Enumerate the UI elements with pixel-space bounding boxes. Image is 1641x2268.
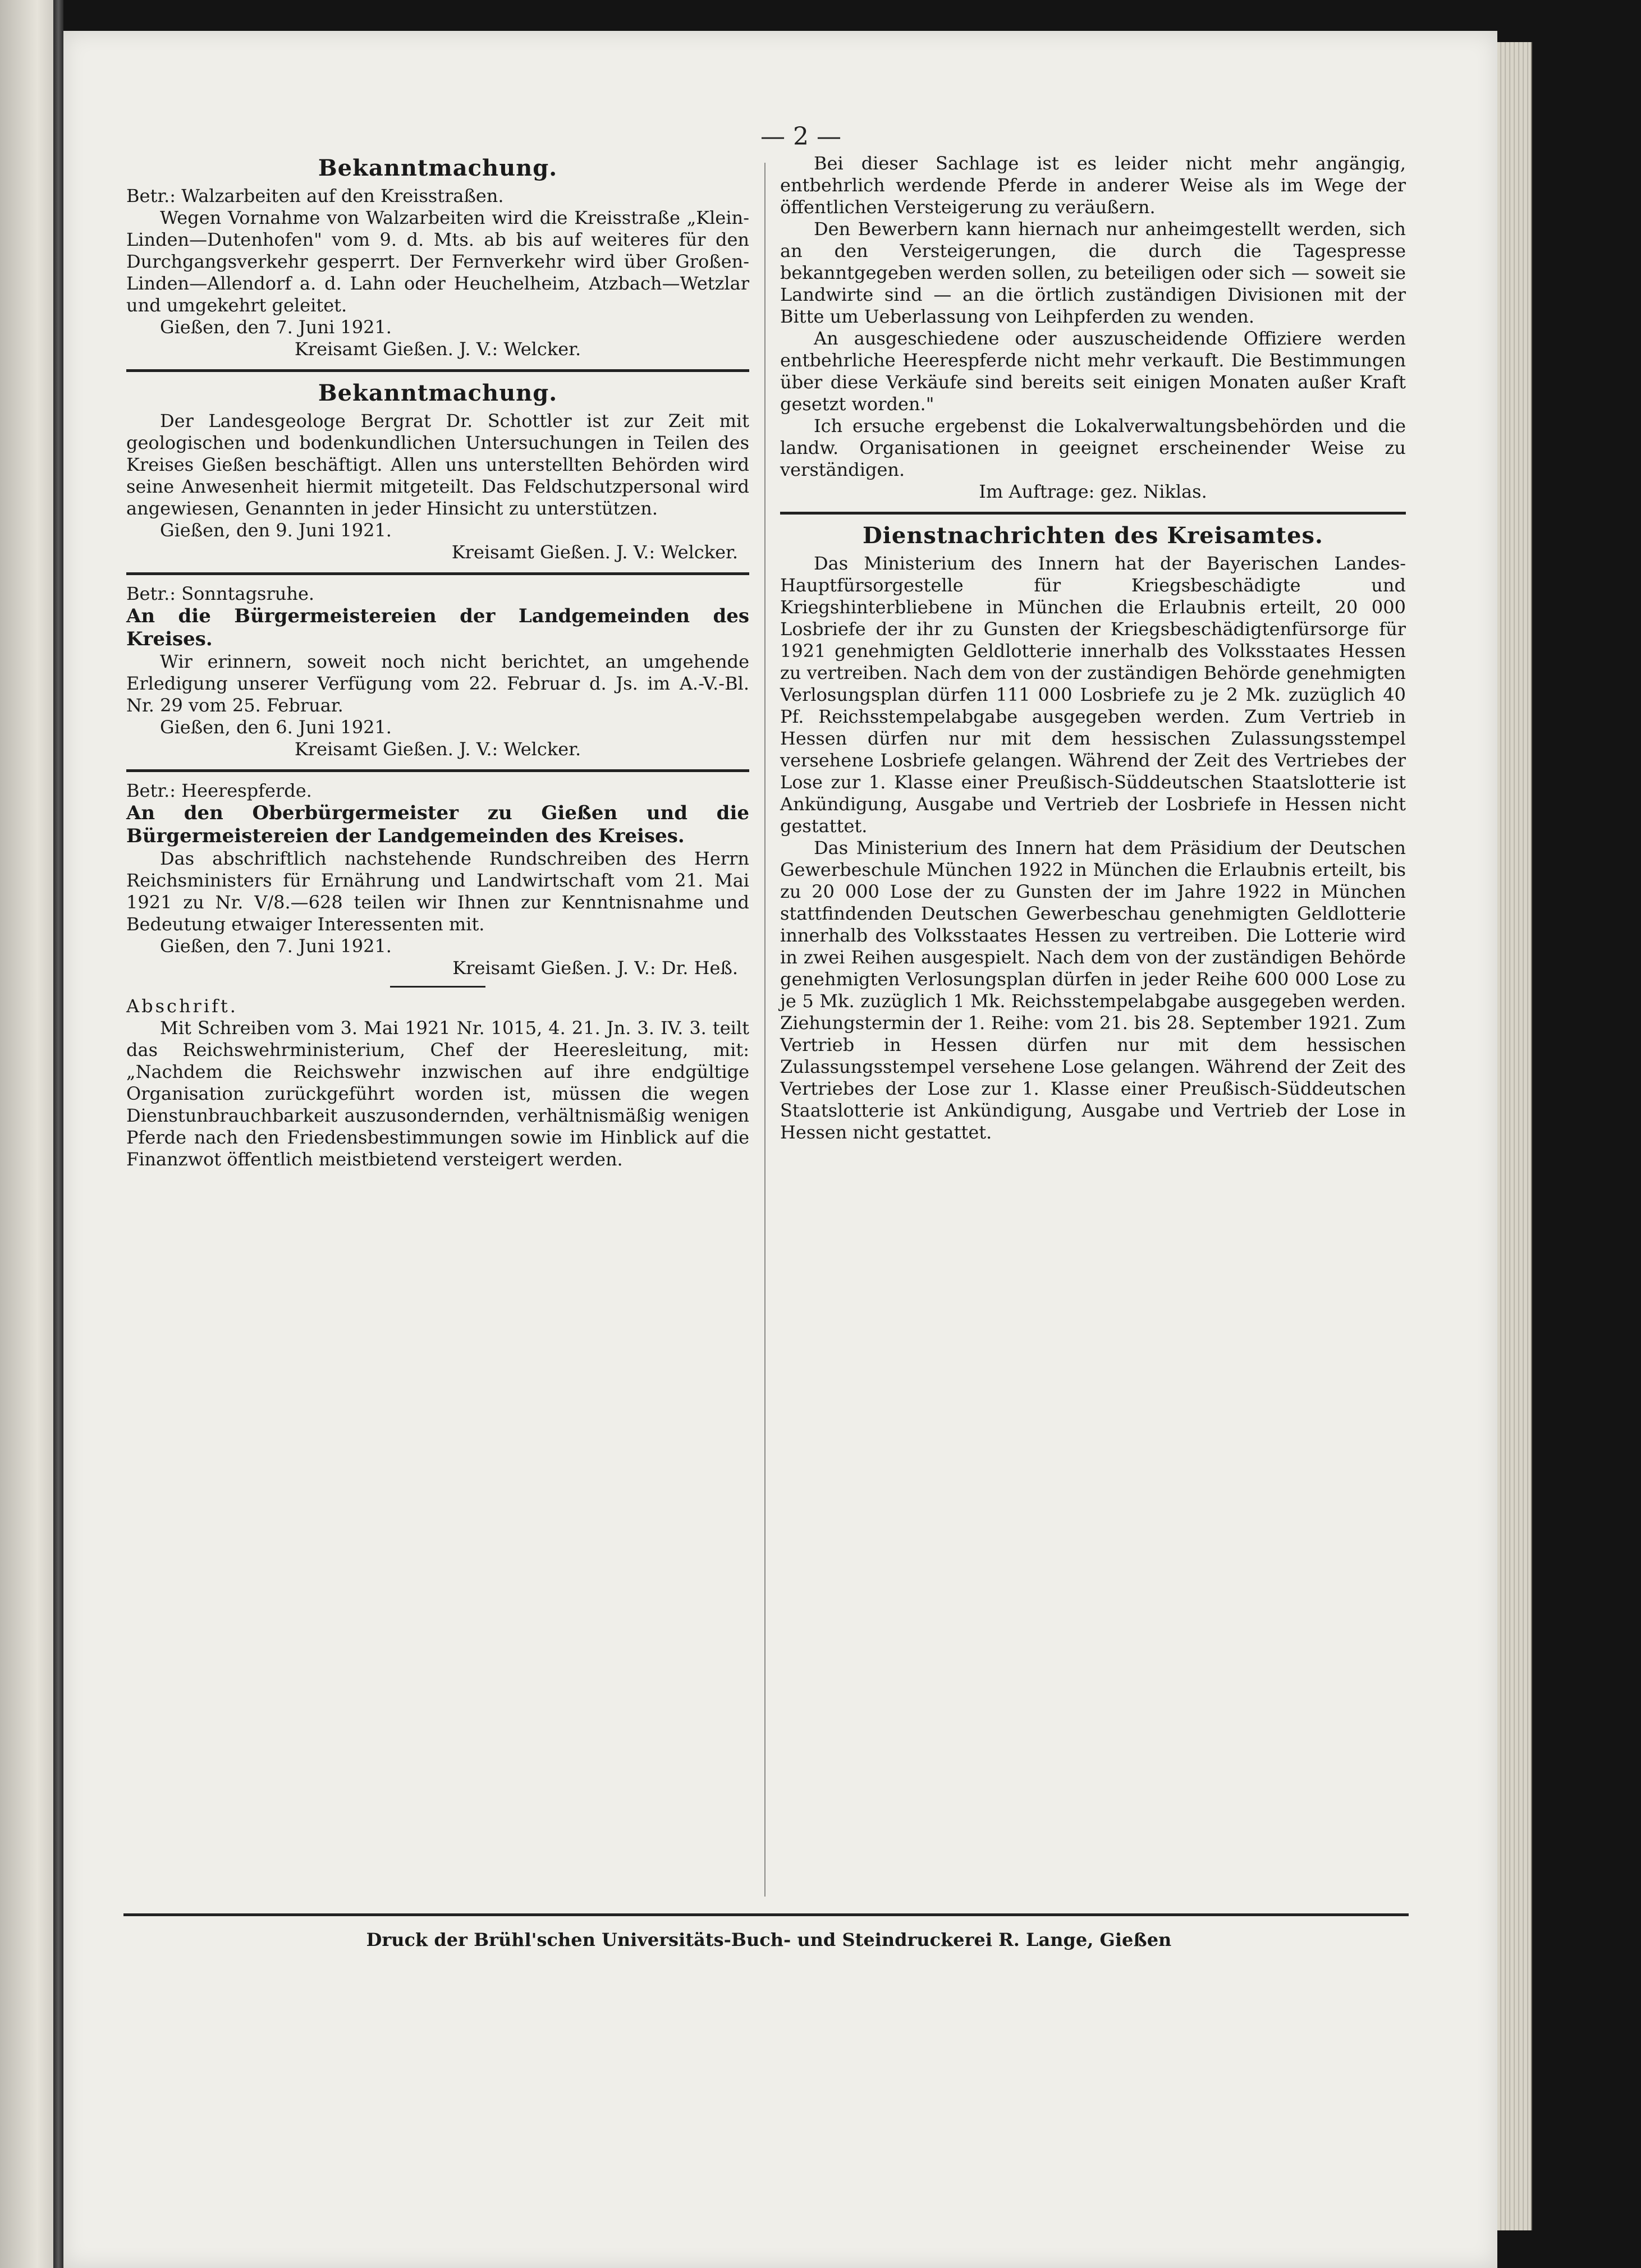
notice-body: Der Landesgeologe Bergrat Dr. Schottler ist zur Zeit mit geologischen und bodenkundlichen Untersuchungen in Teilen des Kreises Gießen beschäftigt. Allen uns unterstellten Behörden wird seine Anwesenheit hiermit mitgeteilt. Das Feldschutzpersonal wird angewiesen, Genannten in jeder Hinsicht zu unterstützen. xyxy=(126,410,749,519)
left-column xyxy=(126,153,749,1179)
notice-addressee: An die Bürgermeistereien der Landgemeinden des Kreises. xyxy=(126,605,749,650)
notice-heading: Dienstnachrichten des Kreisamtes. xyxy=(863,522,1323,549)
notice-date: Gießen, den 9. Juni 1921. xyxy=(160,520,392,541)
notice-addressee: An den Oberbürgermeister zu Gießen und die Bürgermeistereien der Landgemeinden des Kreises. xyxy=(126,802,749,847)
notice-body: Wegen Vornahme von Walzarbeiten wird die Kreisstraße „Klein-Linden—Dutenhofen" vom 9. d. Mts. ab bis auf weiteres für den Durchgangsverkehr gesperrt. Der Fernverkehr wird über Großen-Linden—Allendorf a. d. Lahn oder Heuchelheim, Atzbach—Wetzlar und umgekehrt geleitet. xyxy=(126,207,749,316)
short-rule xyxy=(390,986,485,988)
notice-signature: Kreisamt Gießen. J. V.: Welcker. xyxy=(451,541,738,563)
notice-dienstnachrichten xyxy=(780,522,1406,1144)
notice-body: Bei dieser Sachlage ist es leider nicht mehr angängig, entbehrlich werdende Pferde in anderer Weise als im Wege der öffentlichen Versteigerung zu veräußern. xyxy=(780,153,1406,218)
notice-sonntagsruhe xyxy=(126,583,749,760)
notice-signature: Kreisamt Gießen. J. V.: Dr. Heß. xyxy=(452,957,738,979)
notice-subject: Betr.: Heerespferde. xyxy=(126,780,312,801)
section-rule xyxy=(126,769,749,772)
notice-date: Gießen, den 7. Juni 1921. xyxy=(160,316,392,338)
notice-signature: Kreisamt Gießen. J. V.: Welcker. xyxy=(294,338,581,360)
page-number: — 2 — xyxy=(760,122,841,151)
notice-subject: Betr.: Walzarbeiten auf den Kreisstraßen. xyxy=(126,185,504,206)
notice-landesgeologe xyxy=(126,380,749,563)
notice-date: Gießen, den 7. Juni 1921. xyxy=(160,935,392,957)
copy-label: Abschrift. xyxy=(126,995,238,1017)
notice-walzarbeiten xyxy=(126,155,749,360)
notice-subject: Betr.: Sonntagsruhe. xyxy=(126,583,315,604)
notice-body: Wir erinnern, soweit noch nicht berichtet, an umgehende Erledigung unserer Verfügung vom 22. Februar d. Js. im A.-V.-Bl. Nr. 29 vom 25. Februar. xyxy=(126,651,749,716)
notice-body: Das Ministerium des Innern hat der Bayerischen Landes-Hauptfürsorgestelle für Kriegsbeschädigte und Kriegshinterbliebene in München die Erlaubnis erteilt, 20 000 Losbriefe der ihr zu Gunsten der Kriegsbeschädigtenfürsorge für 1921 genehmigten Geldlotterie innerhalb des Volksstaates Hessen zu vertreiben. Nach dem von der zuständigen Behörde genehmigten Verlosungsplan dürfen 111 000 Losbriefe zu je 2 Mk. zuzüglich 40 Pf. Reichsstempelabgabe ausgegeben werden. Zum Vertrieb in Hessen dürfen nur mit dem hessischen Zulassungsstempel versehene Losbriefe gelangen. Während der Zeit des Vertriebes der Lose zur 1. Klasse einer Preußisch-Süddeutschen Staatslotterie ist Ankündigung, Ausgabe und Vertrieb der Losbriefe in Hessen nicht gestattet. xyxy=(780,553,1406,837)
notice-body: Ich ersuche ergebenst die Lokalverwaltungsbehörden und die landw. Organisationen in geeignet erscheinender Weise zu verständigen. xyxy=(780,415,1406,480)
section-rule xyxy=(126,369,749,372)
notice-heading: Bekanntmachung. xyxy=(318,155,558,181)
page-stack-edges xyxy=(1497,42,1532,2230)
section-rule xyxy=(126,572,749,575)
notice-body-quote: Mit Schreiben vom 3. Mai 1921 Nr. 1015, 4. 21. Jn. 3. IV. 3. teilt das Reichswehrministerium, Chef der Heeresleitung, mit: „Nachdem die Reichswehr inzwischen auf ihre endgültige Organisation zurückgeführt worden ist, müssen die wegen Dienstunbrauchbarkeit auszusondernden, verhältnismäßig wenigen Pferde nach den Friedensbestimmungen sowie im Hinblick auf die Finanzwot öffentlich meistbietend versteigert werden. xyxy=(126,1017,749,1170)
book-gutter xyxy=(53,0,63,2268)
section-rule xyxy=(780,512,1406,515)
printer-imprint: Druck der Brühl'schen Universitäts-Buch- und Steindruckerei R. Lange, Gießen xyxy=(366,1929,1172,1950)
notice-heerespferde xyxy=(126,780,749,1170)
notice-body: Das Ministerium des Innern hat dem Präsidium der Deutschen Gewerbeschule München 1922 in München die Erlaubnis erteilt, bis zu 20 000 Lose der zu Gunsten der im Jahre 1922 in München stattfindenden Deutschen Gewerbeschau genehmigten Geldlotterie innerhalb des Volksstaates Hessen zu vertreiben. Die Lotterie wird in zwei Reihen ausgespielt. Nach dem von der zuständigen Behörde genehmigten Verlosungsplan dürfen in jeder Reihe 600 000 Lose zu je 5 Mk. zuzüglich 1 Mk. Reichsstempelabgabe ausgegeben werden. Ziehungstermin der 1. Reihe: vom 21. bis 28. September 1921. Zum Vertrieb in Hessen dürfen nur mit dem hessischen Zulassungsstempel versehene Lose gelangen. Während der Zeit des Vertriebes der Lose zur 1. Klasse einer Preußisch-Süddeutschen Staatslotterie ist Ankündigung, Ausgabe und Vertrieb der Lose in Hessen nicht gestattet. xyxy=(780,837,1406,1143)
footer-rule xyxy=(123,1913,1409,1916)
notice-heading: Bekanntmachung. xyxy=(318,380,558,406)
notice-signature: Kreisamt Gießen. J. V.: Welcker. xyxy=(294,738,581,760)
notice-signature: Im Auftrage: gez. Niklas. xyxy=(979,481,1207,502)
notice-body: Den Bewerbern kann hiernach nur anheimgestellt werden, sich an den Versteigerungen, die durch die Tagespresse bekanntgegeben werden sollen, zu beteiligen oder sich — soweit sie Landwirte sind — an die örtlich zuständigen Divisionen mit der Bitte um Ueberlassung von Leihpferden zu wenden. xyxy=(780,218,1406,327)
notice-body: An ausgeschiedene oder auszuscheidende Offiziere werden entbehrliche Heerespferde nicht mehr verkauft. Die Bestimmungen über diese Verkäufe sind bereits seit einigen Monaten außer Kraft gesetzt worden." xyxy=(780,328,1406,415)
facing-page-edge xyxy=(0,0,53,2268)
notice-heerespferde-continued xyxy=(780,153,1406,503)
column-divider xyxy=(764,163,766,1897)
right-column xyxy=(780,153,1406,1153)
notice-body: Das abschriftlich nachstehende Rundschreiben des Herrn Reichsministers für Ernährung und Landwirtschaft vom 21. Mai 1921 zu Nr. V/8.—628 teilen wir Ihnen zur Kenntnisnahme und Bedeutung etwaiger Interessenten mit. xyxy=(126,848,749,935)
notice-date: Gießen, den 6. Juni 1921. xyxy=(160,717,392,738)
